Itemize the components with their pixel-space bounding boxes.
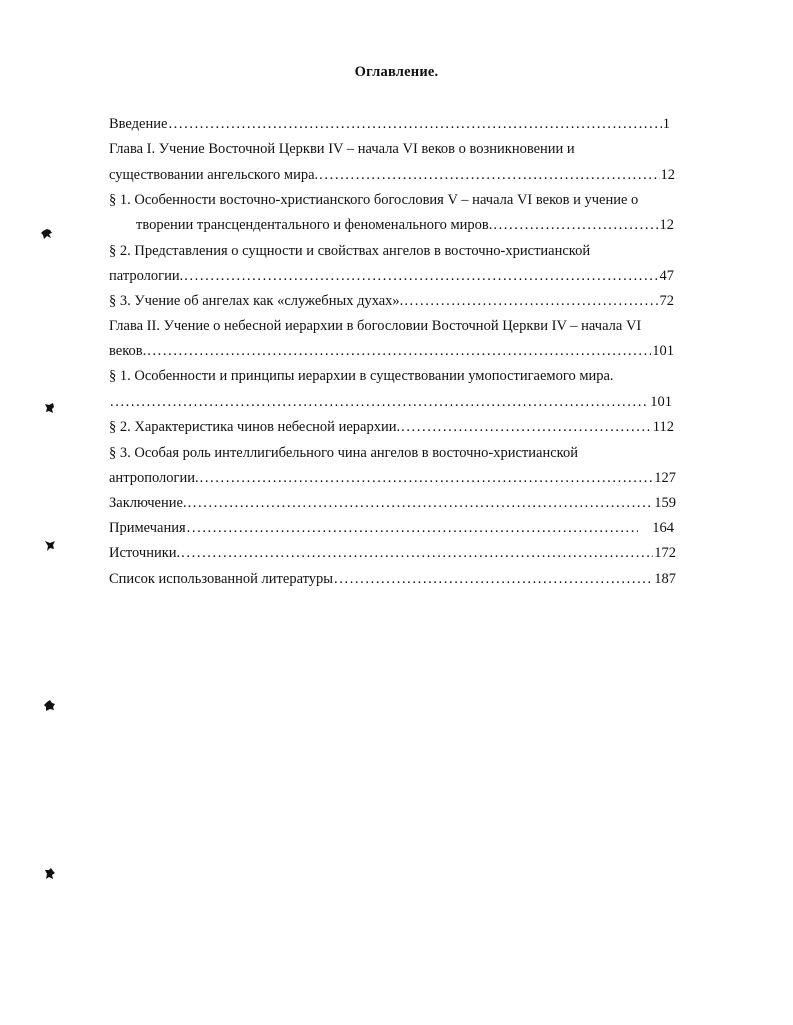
leader-dots <box>319 165 659 185</box>
page-title: Оглавление. <box>354 64 439 80</box>
toc-entry-label: Примечания <box>109 520 186 536</box>
leader-dots <box>401 417 652 437</box>
toc-entry-label: Источники. <box>109 545 181 561</box>
toc-page-number: 172 <box>654 545 676 561</box>
toc-entry-notes <box>109 518 674 538</box>
leader-dots <box>110 392 649 412</box>
toc-entry-label: патрологии. <box>109 268 184 284</box>
toc-page-number: 47 <box>659 268 674 284</box>
leader-dots <box>187 518 639 538</box>
toc-entry-s1-2 <box>109 266 674 286</box>
leader-dots <box>184 266 658 286</box>
toc-entry-intro <box>109 114 670 134</box>
toc-page-number: 127 <box>654 470 676 486</box>
toc-page-number: 101 <box>650 394 672 410</box>
toc-entry-ch2-line1: Глава II. Учение о небесной иерархии в богословии Восточной Церкви IV – начала VI <box>109 318 642 334</box>
toc-entry-label: Введение <box>109 116 168 132</box>
toc-entry-s1-2-line1: § 2. Представления о сущности и свойствах ангелов в восточно-христианской <box>109 243 591 259</box>
toc-entry-label: существовании ангельского мира. <box>109 167 319 183</box>
toc-page-number: 1 <box>662 116 670 132</box>
leader-dots <box>493 215 658 235</box>
toc-entry-label: антропологии. <box>109 470 199 486</box>
toc-entry-s1-3 <box>109 291 674 311</box>
toc-entry-s2-3 <box>109 468 676 488</box>
toc-page-number: 12 <box>659 217 674 233</box>
toc-page-number: 159 <box>654 495 676 511</box>
toc-entry-label: Список использованной литературы <box>109 571 334 587</box>
toc-entry-s1-1 <box>136 215 674 235</box>
toc-entry-label: § 2. Характеристика чинов небесной иерархии. <box>109 419 401 435</box>
toc-entry-sources <box>109 543 676 563</box>
toc-entry-ch1 <box>109 165 675 185</box>
toc-page-number: 187 <box>654 571 676 587</box>
toc-entry-ch2 <box>109 341 674 361</box>
ink-blot-icon <box>44 700 56 712</box>
leader-dots <box>404 291 658 311</box>
toc-entry-s2-1 <box>109 392 672 412</box>
leader-dots <box>147 341 651 361</box>
toc-entry-label: Заключение. <box>109 495 187 511</box>
toc-entry-s2-3-line1: § 3. Особая роль интеллигибельного чина ангелов в восточно-христианской <box>109 445 578 461</box>
toc-entry-s1-1-line1: § 1. Особенности восточно-христианского богословия V – начала VI веков и учение о <box>109 192 639 208</box>
toc-entry-label: § 3. Учение об ангелах как «служебных духах». <box>109 293 404 309</box>
toc-page-number: 12 <box>660 167 675 183</box>
toc-entry-literature <box>109 569 676 589</box>
toc-entry-conclusion <box>109 493 676 513</box>
toc-entry-label: творении трансцендентального и феноменального миров. <box>136 217 493 233</box>
ink-blot-icon <box>44 402 56 414</box>
leader-dots <box>181 543 653 563</box>
toc-page-number: 164 <box>652 520 674 536</box>
toc-entry-ch1-line1: Глава I. Учение Восточной Церкви IV – начала VI веков о возникновении и <box>109 141 575 157</box>
toc-entry-label: веков. <box>109 343 147 359</box>
leader-dots <box>334 569 653 589</box>
toc-page-number: 72 <box>659 293 674 309</box>
ink-blot-icon <box>44 540 56 552</box>
toc-page-number: 101 <box>652 343 674 359</box>
ink-blot-icon <box>41 228 53 240</box>
ink-blot-icon <box>44 868 56 880</box>
toc-page-number: 112 <box>652 419 674 435</box>
leader-dots <box>188 493 654 513</box>
leader-dots <box>168 114 661 134</box>
leader-dots <box>200 468 654 488</box>
toc-entry-s2-2 <box>109 417 674 437</box>
toc-entry-s2-1-line1: § 1. Особенности и принципы иерархии в существовании умопостигаемого мира. <box>109 368 614 384</box>
